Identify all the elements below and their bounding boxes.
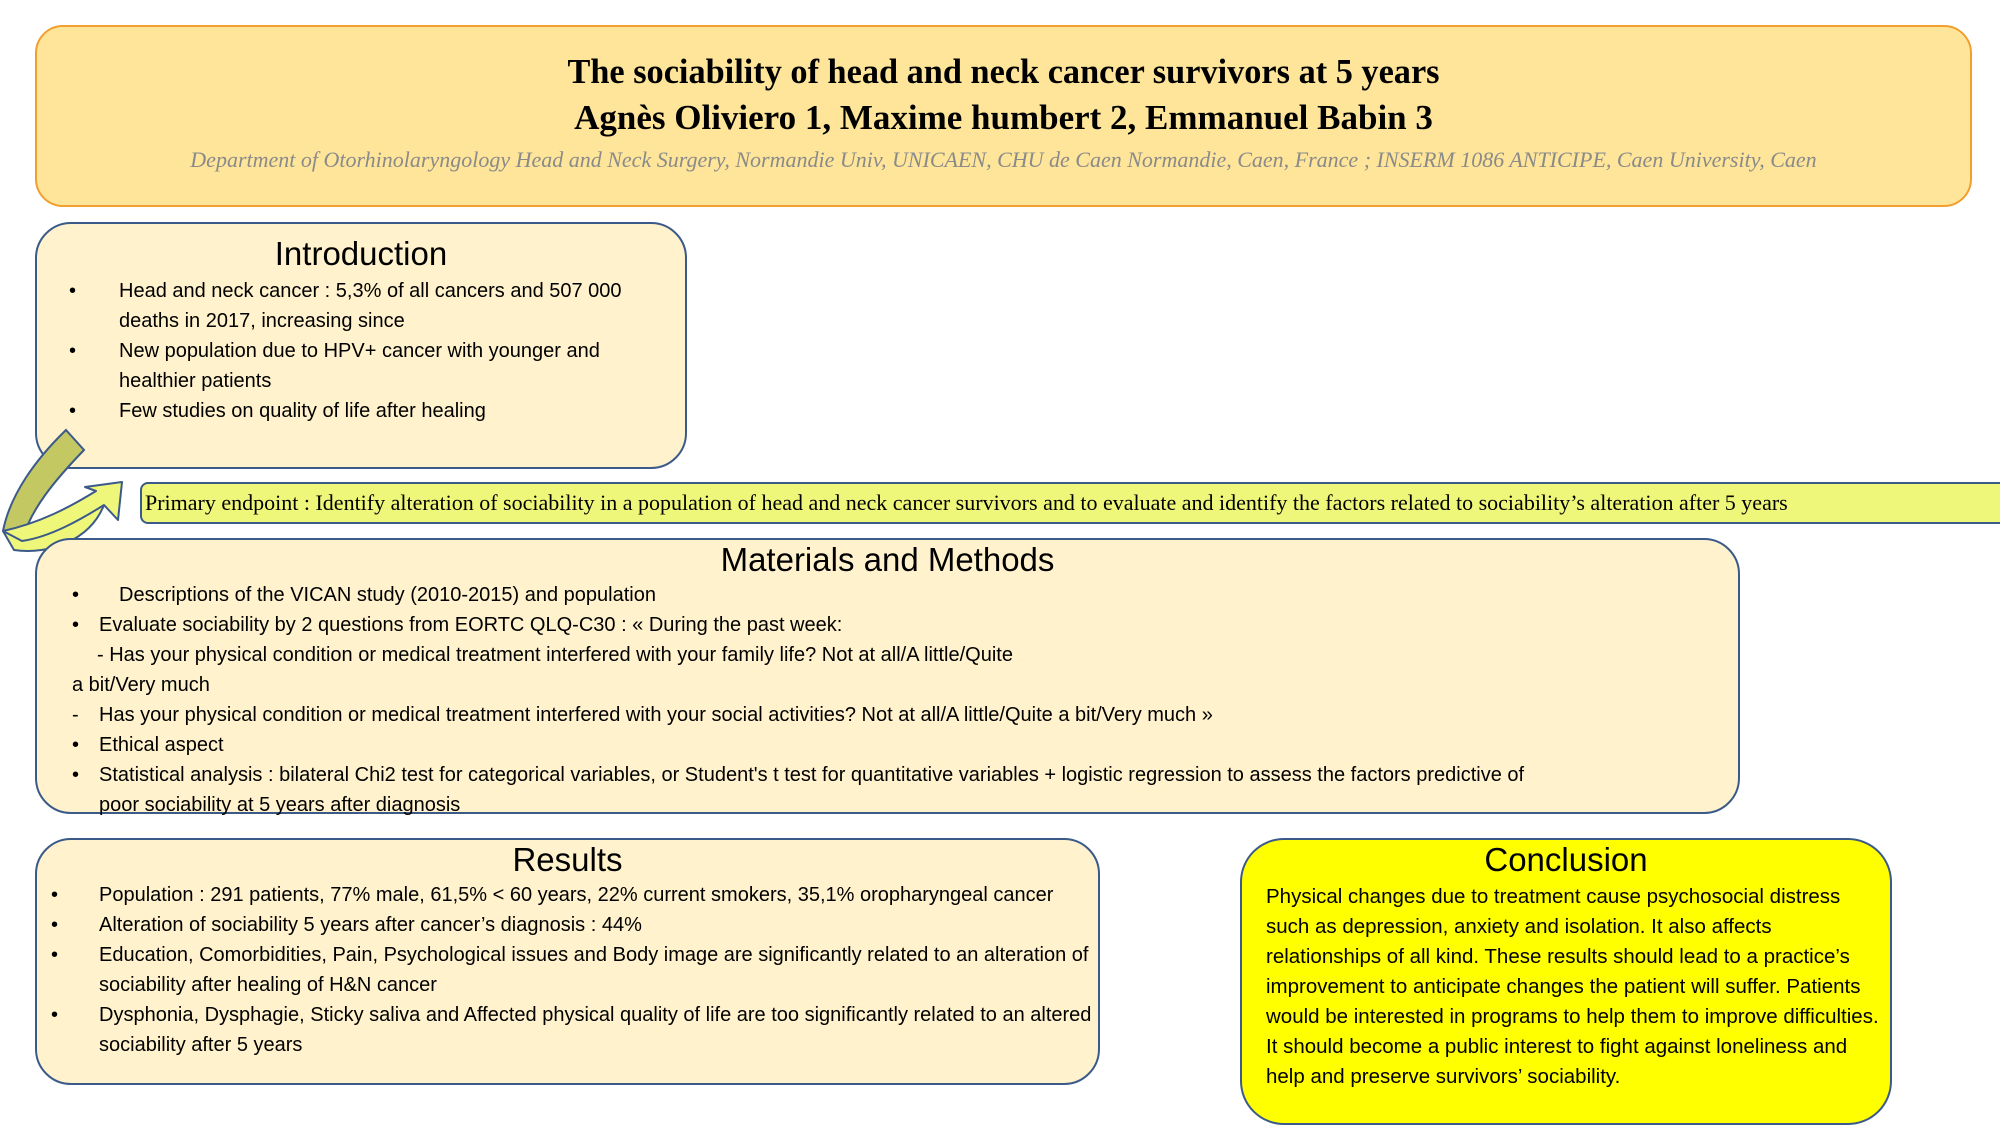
methods-line: - Has your physical condition or medical treatment interfered with your family life? Not at all/A little/Quite bbox=[97, 644, 1013, 666]
poster-title: The sociability of head and neck cancer survivors at 5 years bbox=[567, 52, 1440, 91]
methods-line: - Has your physical condition or medical treatment interfered with your social activities? Not at all/A little/Quite a bit/Very much » bbox=[37, 700, 1738, 730]
methods-line: • Evaluate sociability by 2 questions from EORTC QLQ-C30 : « During the past week: bbox=[37, 610, 1738, 640]
poster-affiliation: Department of Otorhinolaryngology Head and Neck Surgery, Normandie Univ, UNICAEN, CHU de Caen Normandie, Caen, France ; INSERM 1086 ANTICIPE, Caen University, Caen bbox=[190, 147, 1817, 172]
bullet-icon: • bbox=[69, 280, 77, 302]
results-heading: Results bbox=[512, 841, 623, 878]
bullet-icon: • bbox=[51, 944, 59, 966]
list-item: • Head and neck cancer : 5,3% of all cancers and 507 000 deaths in 2017, increasing since bbox=[119, 276, 659, 336]
list-item: • Alteration of sociability 5 years after cancer’s diagnosis : 44% bbox=[99, 910, 1099, 940]
list-item: • Education, Comorbidities, Pain, Psychological issues and Body image are significantly related to an alteration of sociability after healing of H&N cancer bbox=[99, 940, 1099, 1000]
methods-line: a bit/Very much bbox=[72, 674, 210, 696]
primary-endpoint-text: Primary endpoint : Identify alteration of sociability in a population of head and neck cancer survivors and to evaluate and identify the factors related to sociability’s alteration after 5 years bbox=[145, 490, 1788, 515]
bullet-icon: • bbox=[72, 764, 80, 786]
methods-line: • Statistical analysis : bilateral Chi2 test for categorical variables, or Student's t test for quantitative variables + logistic regression to assess the factors predictive of bbox=[37, 760, 1738, 790]
list-item: • Few studies on quality of life after healing bbox=[119, 396, 659, 426]
bullet-icon: • bbox=[51, 914, 59, 936]
methods-line: • Ethical aspect bbox=[37, 730, 1738, 760]
bullet-icon: • bbox=[69, 340, 77, 362]
poster-header bbox=[35, 25, 1972, 207]
bullet-icon: • bbox=[51, 1004, 59, 1026]
list-item: • New population due to HPV+ cancer with younger and healthier patients bbox=[119, 336, 659, 396]
introduction-list bbox=[69, 276, 659, 426]
bullet-icon: • bbox=[72, 584, 80, 606]
bullet-icon: • bbox=[51, 884, 59, 906]
methods-line: poor sociability at 5 years after diagnosis bbox=[99, 794, 461, 816]
introduction-heading: Introduction bbox=[274, 235, 448, 272]
primary-endpoint-banner bbox=[140, 482, 2000, 524]
poster-authors: Agnès Oliviero 1, Maxime humbert 2, Emmanuel Babin 3 bbox=[574, 98, 1433, 137]
conclusion-panel bbox=[1240, 838, 1892, 1125]
bullet-icon: • bbox=[69, 400, 77, 422]
list-item: • Population : 291 patients, 77% male, 61,5% < 60 years, 22% current smokers, 35,1% oropharyngeal cancer bbox=[99, 880, 1099, 910]
results-panel bbox=[35, 838, 1100, 1085]
methods-line: • Descriptions of the VICAN study (2010-2015) and population bbox=[37, 580, 1738, 610]
conclusion-heading: Conclusion bbox=[1484, 841, 1648, 878]
results-list bbox=[51, 880, 1099, 1060]
bullet-icon: • bbox=[72, 614, 80, 636]
conclusion-text: Physical changes due to treatment cause psychosocial distress such as depression, anxiety and isolation. It also affects relationships of all kind. These results should lead to a practice’s improvement to anticipate changes the patient will suffer. Patients would be interested in programs to help them to improve difficulties. It should become a public interest to fight against loneliness and help and preserve survivors’ sociability. bbox=[1266, 885, 1879, 1088]
list-item: • Dysphonia, Dysphagie, Sticky saliva and Affected physical quality of life are too significantly related to an altered sociability after 5 years bbox=[99, 1000, 1099, 1060]
methods-panel bbox=[35, 538, 1740, 814]
methods-heading: Materials and Methods bbox=[720, 541, 1055, 578]
bullet-icon: • bbox=[72, 734, 80, 756]
dash-icon: - bbox=[72, 704, 79, 726]
